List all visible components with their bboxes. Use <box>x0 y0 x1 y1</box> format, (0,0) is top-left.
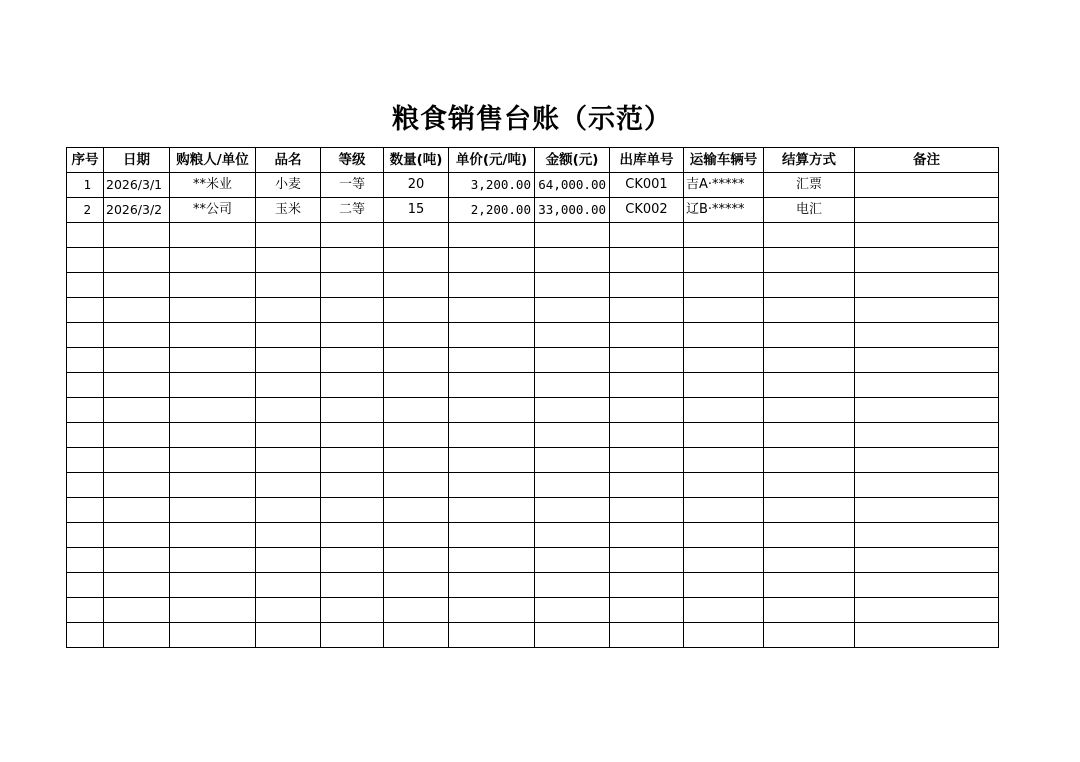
empty-cell[interactable] <box>321 548 384 573</box>
empty-cell[interactable] <box>535 623 610 648</box>
empty-cell[interactable] <box>384 348 449 373</box>
empty-cell[interactable] <box>384 298 449 323</box>
empty-cell[interactable] <box>610 448 684 473</box>
empty-cell[interactable] <box>684 448 764 473</box>
empty-cell[interactable] <box>449 423 535 448</box>
empty-cell[interactable] <box>855 448 999 473</box>
empty-cell[interactable] <box>764 398 855 423</box>
header-cell-buyer: 购粮人/单位 <box>170 148 256 173</box>
empty-cell[interactable] <box>535 273 610 298</box>
empty-cell[interactable] <box>67 298 104 323</box>
empty-cell[interactable] <box>684 573 764 598</box>
empty-cell[interactable] <box>170 223 256 248</box>
cell-date[interactable]: 2026/3/1 <box>104 173 170 198</box>
empty-cell[interactable] <box>104 323 170 348</box>
cell-vehicle-no[interactable]: 辽B·***** <box>684 198 764 223</box>
empty-cell[interactable] <box>449 623 535 648</box>
empty-cell[interactable] <box>684 323 764 348</box>
empty-cell[interactable] <box>764 323 855 348</box>
empty-cell[interactable] <box>384 473 449 498</box>
empty-cell[interactable] <box>855 473 999 498</box>
empty-cell[interactable] <box>256 598 321 623</box>
empty-cell[interactable] <box>67 498 104 523</box>
empty-cell[interactable] <box>855 248 999 273</box>
empty-cell[interactable] <box>256 548 321 573</box>
empty-cell[interactable] <box>764 423 855 448</box>
header-cell-quantity: 数量(吨) <box>384 148 449 173</box>
empty-cell[interactable] <box>67 548 104 573</box>
empty-cell[interactable] <box>535 223 610 248</box>
empty-cell[interactable] <box>321 373 384 398</box>
empty-cell[interactable] <box>535 423 610 448</box>
empty-cell[interactable] <box>764 548 855 573</box>
empty-cell[interactable] <box>321 598 384 623</box>
empty-cell[interactable] <box>384 373 449 398</box>
cell-index[interactable]: 2 <box>67 198 104 223</box>
empty-cell[interactable] <box>764 598 855 623</box>
cell-buyer[interactable]: **米业 <box>170 173 256 198</box>
empty-cell[interactable] <box>170 623 256 648</box>
empty-cell[interactable] <box>67 423 104 448</box>
empty-cell[interactable] <box>684 373 764 398</box>
empty-cell[interactable] <box>535 348 610 373</box>
empty-cell[interactable] <box>321 473 384 498</box>
empty-cell[interactable] <box>610 298 684 323</box>
empty-cell[interactable] <box>321 573 384 598</box>
empty-cell[interactable] <box>104 623 170 648</box>
empty-cell[interactable] <box>535 298 610 323</box>
empty-cell[interactable] <box>384 423 449 448</box>
empty-cell[interactable] <box>321 448 384 473</box>
cell-index[interactable]: 1 <box>67 173 104 198</box>
empty-cell[interactable] <box>855 273 999 298</box>
empty-cell[interactable] <box>535 373 610 398</box>
cell-buyer[interactable]: **公司 <box>170 198 256 223</box>
empty-cell[interactable] <box>104 423 170 448</box>
empty-cell[interactable] <box>256 473 321 498</box>
empty-cell[interactable] <box>170 598 256 623</box>
cell-date[interactable]: 2026/3/2 <box>104 198 170 223</box>
empty-cell[interactable] <box>67 448 104 473</box>
empty-cell[interactable] <box>321 523 384 548</box>
empty-cell[interactable] <box>384 448 449 473</box>
empty-cell[interactable] <box>104 473 170 498</box>
empty-table-row <box>67 523 999 548</box>
empty-cell[interactable] <box>855 373 999 398</box>
empty-cell[interactable] <box>684 598 764 623</box>
empty-cell[interactable] <box>170 273 256 298</box>
empty-cell[interactable] <box>67 323 104 348</box>
empty-cell[interactable] <box>610 523 684 548</box>
table-row <box>67 173 999 198</box>
empty-cell[interactable] <box>384 223 449 248</box>
empty-cell[interactable] <box>67 373 104 398</box>
empty-cell[interactable] <box>321 498 384 523</box>
empty-cell[interactable] <box>170 548 256 573</box>
cell-quantity[interactable]: 20 <box>384 173 449 198</box>
empty-cell[interactable] <box>67 573 104 598</box>
empty-cell[interactable] <box>610 248 684 273</box>
empty-cell[interactable] <box>321 323 384 348</box>
empty-cell[interactable] <box>256 398 321 423</box>
header-cell-grade: 等级 <box>321 148 384 173</box>
empty-cell[interactable] <box>170 523 256 548</box>
empty-cell[interactable] <box>256 573 321 598</box>
empty-cell[interactable] <box>764 248 855 273</box>
empty-table-row <box>67 398 999 423</box>
empty-cell[interactable] <box>384 323 449 348</box>
header-cell-amount: 金额(元) <box>535 148 610 173</box>
empty-cell[interactable] <box>170 348 256 373</box>
empty-cell[interactable] <box>104 223 170 248</box>
empty-cell[interactable] <box>684 348 764 373</box>
empty-cell[interactable] <box>384 248 449 273</box>
empty-cell[interactable] <box>321 398 384 423</box>
empty-cell[interactable] <box>449 323 535 348</box>
cell-grade[interactable]: 一等 <box>321 173 384 198</box>
cell-outbound-no[interactable]: CK001 <box>610 173 684 198</box>
cell-unit-price[interactable]: 3,200.00 <box>449 173 535 198</box>
empty-cell[interactable] <box>384 598 449 623</box>
empty-cell[interactable] <box>384 573 449 598</box>
empty-cell[interactable] <box>449 348 535 373</box>
empty-cell[interactable] <box>321 298 384 323</box>
cell-remarks[interactable] <box>855 173 999 198</box>
cell-quantity[interactable]: 15 <box>384 198 449 223</box>
empty-cell[interactable] <box>104 498 170 523</box>
empty-table-row <box>67 548 999 573</box>
empty-table-row <box>67 498 999 523</box>
cell-settlement[interactable]: 电汇 <box>764 198 855 223</box>
empty-cell[interactable] <box>67 248 104 273</box>
empty-cell[interactable] <box>67 223 104 248</box>
cell-amount[interactable]: 64,000.00 <box>535 173 610 198</box>
empty-cell[interactable] <box>764 273 855 298</box>
empty-cell[interactable] <box>104 348 170 373</box>
empty-cell[interactable] <box>256 248 321 273</box>
empty-cell[interactable] <box>855 423 999 448</box>
empty-cell[interactable] <box>684 273 764 298</box>
cell-unit-price[interactable]: 2,200.00 <box>449 198 535 223</box>
empty-cell[interactable] <box>256 523 321 548</box>
cell-grade[interactable]: 二等 <box>321 198 384 223</box>
empty-cell[interactable] <box>449 473 535 498</box>
empty-cell[interactable] <box>764 523 855 548</box>
cell-amount[interactable]: 33,000.00 <box>535 198 610 223</box>
cell-settlement[interactable]: 汇票 <box>764 173 855 198</box>
empty-cell[interactable] <box>684 248 764 273</box>
empty-cell[interactable] <box>449 598 535 623</box>
empty-cell[interactable] <box>67 398 104 423</box>
empty-table-row <box>67 473 999 498</box>
empty-cell[interactable] <box>855 573 999 598</box>
empty-cell[interactable] <box>535 323 610 348</box>
empty-cell[interactable] <box>321 248 384 273</box>
empty-table-row <box>67 248 999 273</box>
empty-cell[interactable] <box>449 498 535 523</box>
empty-cell[interactable] <box>535 248 610 273</box>
empty-cell[interactable] <box>170 573 256 598</box>
empty-cell[interactable] <box>764 223 855 248</box>
empty-cell[interactable] <box>67 348 104 373</box>
empty-cell[interactable] <box>610 223 684 248</box>
empty-cell[interactable] <box>170 373 256 398</box>
empty-cell[interactable] <box>764 498 855 523</box>
empty-table-row <box>67 223 999 248</box>
empty-cell[interactable] <box>764 348 855 373</box>
header-cell-vehicle-no: 运输车辆号 <box>684 148 764 173</box>
empty-cell[interactable] <box>67 598 104 623</box>
empty-cell[interactable] <box>67 523 104 548</box>
empty-cell[interactable] <box>67 473 104 498</box>
empty-cell[interactable] <box>764 623 855 648</box>
empty-cell[interactable] <box>104 523 170 548</box>
empty-cell[interactable] <box>384 398 449 423</box>
empty-cell[interactable] <box>256 623 321 648</box>
empty-cell[interactable] <box>855 498 999 523</box>
sales-ledger-table <box>66 147 999 648</box>
empty-cell[interactable] <box>535 448 610 473</box>
empty-table-row <box>67 448 999 473</box>
empty-cell[interactable] <box>449 573 535 598</box>
empty-cell[interactable] <box>855 523 999 548</box>
empty-cell[interactable] <box>256 273 321 298</box>
empty-cell[interactable] <box>535 473 610 498</box>
empty-cell[interactable] <box>610 348 684 373</box>
header-cell-settlement: 结算方式 <box>764 148 855 173</box>
empty-cell[interactable] <box>170 298 256 323</box>
empty-cell[interactable] <box>855 548 999 573</box>
empty-table-row <box>67 348 999 373</box>
empty-cell[interactable] <box>610 548 684 573</box>
empty-cell[interactable] <box>855 323 999 348</box>
empty-cell[interactable] <box>384 498 449 523</box>
cell-outbound-no[interactable]: CK002 <box>610 198 684 223</box>
empty-cell[interactable] <box>449 223 535 248</box>
ledger-title: 粮食销售台账（示范） <box>392 104 672 135</box>
empty-cell[interactable] <box>170 398 256 423</box>
empty-cell[interactable] <box>256 423 321 448</box>
cell-remarks[interactable] <box>855 198 999 223</box>
empty-cell[interactable] <box>610 623 684 648</box>
empty-cell[interactable] <box>104 298 170 323</box>
empty-cell[interactable] <box>104 398 170 423</box>
empty-cell[interactable] <box>764 573 855 598</box>
empty-cell[interactable] <box>855 348 999 373</box>
empty-cell[interactable] <box>855 398 999 423</box>
empty-cell[interactable] <box>170 473 256 498</box>
empty-cell[interactable] <box>855 598 999 623</box>
empty-table-row <box>67 598 999 623</box>
empty-cell[interactable] <box>610 398 684 423</box>
empty-cell[interactable] <box>321 348 384 373</box>
empty-cell[interactable] <box>855 223 999 248</box>
empty-cell[interactable] <box>764 448 855 473</box>
empty-cell[interactable] <box>256 498 321 523</box>
empty-cell[interactable] <box>684 298 764 323</box>
empty-cell[interactable] <box>321 423 384 448</box>
empty-cell[interactable] <box>764 473 855 498</box>
empty-cell[interactable] <box>449 273 535 298</box>
empty-table-row <box>67 623 999 648</box>
empty-cell[interactable] <box>170 448 256 473</box>
empty-table-row <box>67 373 999 398</box>
empty-table-row <box>67 573 999 598</box>
header-cell-unit-price: 单价(元/吨) <box>449 148 535 173</box>
cell-vehicle-no[interactable]: 吉A·***** <box>684 173 764 198</box>
empty-cell[interactable] <box>610 323 684 348</box>
empty-cell[interactable] <box>449 523 535 548</box>
header-cell-product: 品名 <box>256 148 321 173</box>
empty-cell[interactable] <box>104 548 170 573</box>
empty-cell[interactable] <box>764 373 855 398</box>
table-row <box>67 198 999 223</box>
empty-cell[interactable] <box>256 373 321 398</box>
empty-cell[interactable] <box>610 498 684 523</box>
empty-cell[interactable] <box>535 398 610 423</box>
header-cell-date: 日期 <box>104 148 170 173</box>
empty-cell[interactable] <box>104 373 170 398</box>
empty-cell[interactable] <box>535 498 610 523</box>
empty-cell[interactable] <box>449 373 535 398</box>
empty-cell[interactable] <box>535 573 610 598</box>
empty-cell[interactable] <box>610 573 684 598</box>
empty-cell[interactable] <box>855 623 999 648</box>
empty-cell[interactable] <box>684 223 764 248</box>
empty-cell[interactable] <box>684 498 764 523</box>
empty-cell[interactable] <box>610 598 684 623</box>
empty-cell[interactable] <box>449 548 535 573</box>
empty-cell[interactable] <box>449 248 535 273</box>
empty-cell[interactable] <box>384 523 449 548</box>
empty-cell[interactable] <box>535 523 610 548</box>
empty-cell[interactable] <box>104 598 170 623</box>
empty-cell[interactable] <box>170 423 256 448</box>
empty-cell[interactable] <box>684 623 764 648</box>
empty-table-row <box>67 423 999 448</box>
header-cell-remarks: 备注 <box>855 148 999 173</box>
empty-cell[interactable] <box>610 423 684 448</box>
empty-cell[interactable] <box>535 548 610 573</box>
empty-cell[interactable] <box>256 298 321 323</box>
empty-cell[interactable] <box>684 473 764 498</box>
cell-product[interactable]: 小麦 <box>256 173 321 198</box>
empty-cell[interactable] <box>321 623 384 648</box>
empty-cell[interactable] <box>764 298 855 323</box>
header-row <box>67 148 999 173</box>
empty-cell[interactable] <box>67 273 104 298</box>
empty-cell[interactable] <box>684 548 764 573</box>
empty-cell[interactable] <box>610 373 684 398</box>
empty-cell[interactable] <box>67 623 104 648</box>
empty-cell[interactable] <box>256 323 321 348</box>
empty-cell[interactable] <box>610 473 684 498</box>
header-cell-outbound-no: 出库单号 <box>610 148 684 173</box>
empty-cell[interactable] <box>684 523 764 548</box>
empty-cell[interactable] <box>855 298 999 323</box>
empty-cell[interactable] <box>610 273 684 298</box>
empty-table-row <box>67 298 999 323</box>
empty-cell[interactable] <box>170 323 256 348</box>
empty-cell[interactable] <box>256 223 321 248</box>
empty-table-row <box>67 273 999 298</box>
empty-table-row <box>67 323 999 348</box>
empty-cell[interactable] <box>256 448 321 473</box>
empty-cell[interactable] <box>684 398 764 423</box>
empty-cell[interactable] <box>449 398 535 423</box>
empty-cell[interactable] <box>449 298 535 323</box>
empty-cell[interactable] <box>104 573 170 598</box>
empty-cell[interactable] <box>384 548 449 573</box>
empty-cell[interactable] <box>321 223 384 248</box>
empty-cell[interactable] <box>684 423 764 448</box>
empty-cell[interactable] <box>104 273 170 298</box>
header-cell-index: 序号 <box>67 148 104 173</box>
empty-cell[interactable] <box>170 248 256 273</box>
empty-cell[interactable] <box>321 273 384 298</box>
empty-cell[interactable] <box>384 623 449 648</box>
empty-cell[interactable] <box>384 273 449 298</box>
empty-cell[interactable] <box>256 348 321 373</box>
empty-cell[interactable] <box>449 448 535 473</box>
cell-product[interactable]: 玉米 <box>256 198 321 223</box>
empty-cell[interactable] <box>104 448 170 473</box>
empty-cell[interactable] <box>170 498 256 523</box>
empty-cell[interactable] <box>104 248 170 273</box>
empty-cell[interactable] <box>535 598 610 623</box>
